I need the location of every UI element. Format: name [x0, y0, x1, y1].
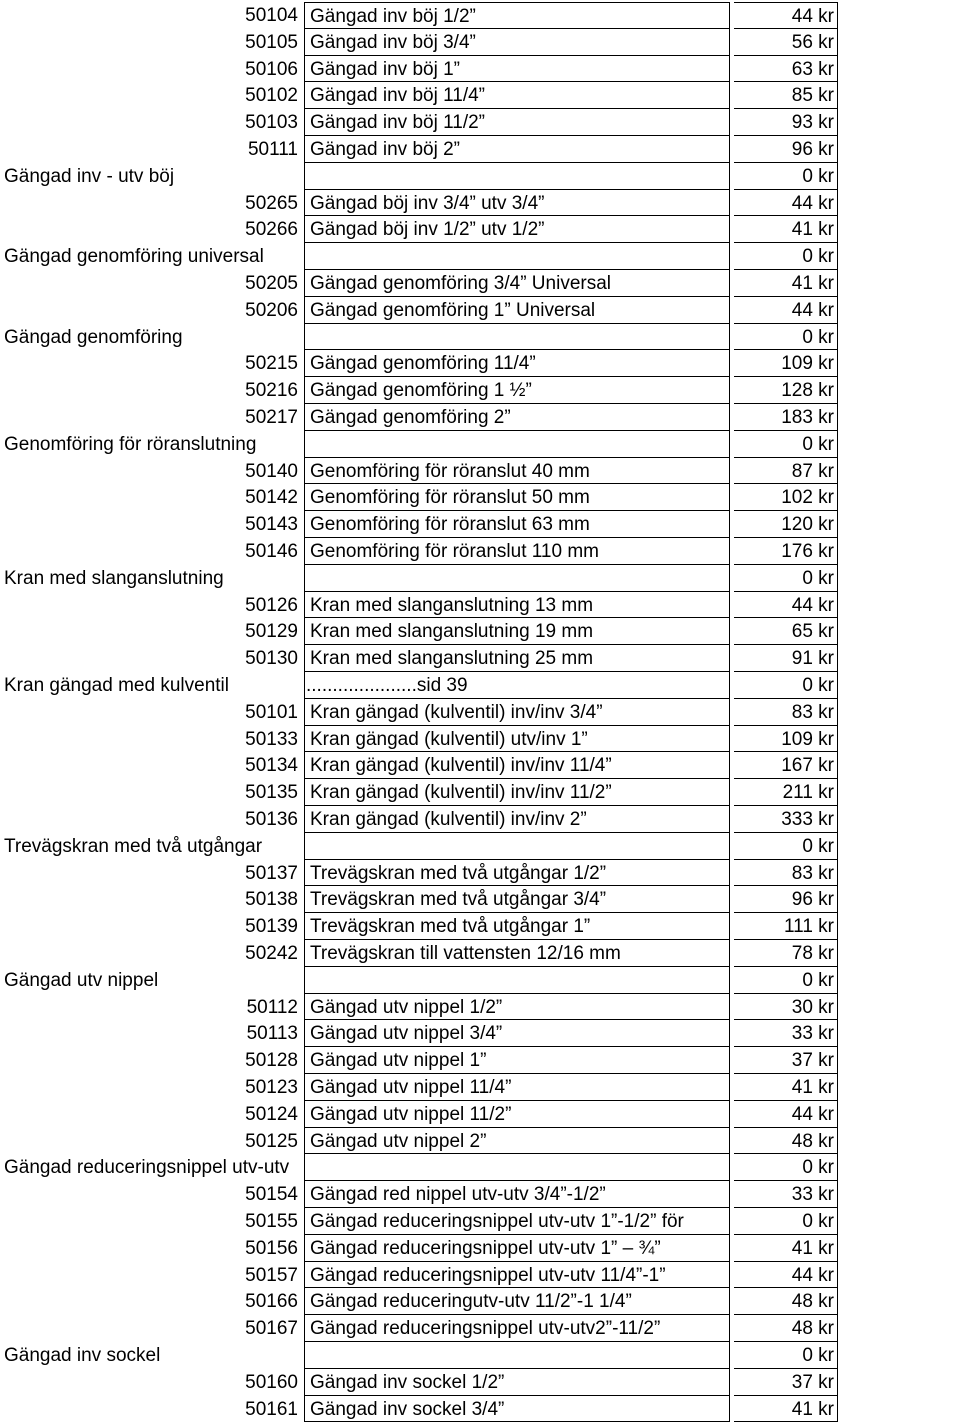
item-code: 50113 — [246, 1023, 298, 1045]
price-cell: 96 kr — [734, 136, 838, 163]
item-code: 50154 — [245, 1184, 298, 1206]
price-cell: 44 kr — [734, 1101, 838, 1128]
price-cell: 41 kr — [734, 1235, 838, 1262]
category-row — [0, 672, 960, 699]
item-description: Genomföring för röranslut 40 mm — [304, 458, 730, 485]
price-cell: 91 kr — [734, 645, 838, 672]
item-row — [0, 29, 960, 56]
item-description: Trevägskran med två utgångar 1” — [304, 913, 730, 940]
item-code: 50129 — [245, 621, 298, 643]
price-cell: 41 kr — [734, 1396, 838, 1422]
item-code: 50136 — [245, 809, 298, 830]
item-description: Gängad inv böj 11/2” — [304, 109, 730, 136]
category-label: Kran gängad med kulventil — [4, 675, 229, 696]
item-code: 50205 — [245, 273, 298, 294]
category-label: Trevägskran med två utgångar — [4, 835, 263, 857]
price-cell: 56 kr — [734, 29, 838, 56]
price-cell: 176 kr — [734, 538, 838, 565]
item-description: Kran med slanganslutning 19 mm — [304, 618, 730, 645]
item-code: 50138 — [245, 889, 298, 911]
item-row — [0, 82, 960, 109]
item-row — [0, 1315, 960, 1342]
price-cell: 109 kr — [734, 726, 838, 753]
item-code: 50134 — [245, 755, 298, 777]
item-code: 50101 — [245, 701, 298, 723]
item-description: Gängad genomföring 1 ½” — [304, 377, 730, 404]
item-row — [0, 270, 960, 297]
category-label: Genomföring för röranslutning — [4, 433, 257, 455]
item-description: Gängad inv böj 11/4” — [304, 82, 730, 109]
item-row — [0, 538, 960, 565]
price-cell: 48 kr — [734, 1128, 838, 1155]
item-code: 50160 — [245, 1371, 298, 1393]
item-row — [0, 1074, 960, 1101]
item-row — [0, 940, 960, 967]
price-cell: 41 kr — [734, 270, 838, 297]
price-cell: 120 kr — [734, 511, 838, 538]
item-code: 50135 — [245, 782, 298, 804]
item-description: Gängad reduceringsnippel utv-utv 11/4”-1” — [304, 1262, 730, 1289]
description-cell-empty — [304, 163, 730, 190]
price-cell: 33 kr — [734, 1020, 838, 1047]
category-label: Gängad inv - utv böj — [4, 165, 175, 187]
item-code: 50126 — [245, 594, 298, 616]
item-row — [0, 1369, 960, 1396]
item-row — [0, 886, 960, 913]
item-description: Gängad genomföring 3/4” Universal — [304, 270, 730, 297]
category-label: Gängad genomföring — [4, 326, 183, 348]
item-row — [0, 994, 960, 1021]
category-label: Gängad reduceringsnippel utv-utv — [4, 1157, 290, 1179]
item-row — [0, 1020, 960, 1047]
item-row — [0, 806, 960, 833]
item-description: Gängad reduceringsnippel utv-utv 1”-1/2” för — [304, 1208, 730, 1235]
price-cell: 44 kr — [734, 190, 838, 217]
item-description: Gängad genomföring 11/4” — [304, 350, 730, 377]
item-row — [0, 779, 960, 806]
price-cell: 48 kr — [734, 1315, 838, 1342]
item-description: Kran gängad (kulventil) utv/inv 1” — [304, 726, 730, 753]
page-reference-note: .....................sid 39 — [306, 675, 468, 696]
price-cell: 63 kr — [734, 56, 838, 83]
category-row — [0, 431, 960, 458]
item-description: Kran gängad (kulventil) inv/inv 11/2” — [304, 779, 730, 806]
item-description: Gängad utv nippel 1” — [304, 1047, 730, 1074]
price-cell: 102 kr — [734, 484, 838, 511]
item-code: 50143 — [245, 514, 298, 536]
category-row — [0, 1342, 960, 1369]
price-cell: 30 kr — [734, 994, 838, 1021]
item-code: 50266 — [245, 219, 298, 241]
category-row — [0, 1154, 960, 1181]
item-code: 50242 — [245, 943, 298, 964]
item-row — [0, 56, 960, 83]
price-cell: 44 kr — [734, 1262, 838, 1289]
price-cell: 48 kr — [734, 1288, 838, 1315]
item-description: Gängad reduceringutv-utv 11/2”-1 1/4” — [304, 1288, 730, 1315]
item-row — [0, 726, 960, 753]
category-row — [0, 324, 960, 351]
item-code: 50105 — [245, 31, 298, 53]
category-label: Gängad inv sockel — [4, 1345, 161, 1366]
item-description: Gängad böj inv 1/2” utv 1/2” — [304, 216, 730, 243]
item-description: Kran gängad (kulventil) inv/inv 2” — [304, 806, 730, 833]
price-cell: 0 kr — [734, 672, 838, 699]
item-row — [0, 860, 960, 887]
price-cell: 78 kr — [734, 940, 838, 967]
item-code: 50124 — [245, 1103, 298, 1125]
item-row — [0, 1047, 960, 1074]
item-code: 50140 — [245, 460, 298, 482]
item-description: Kran med slanganslutning 25 mm — [304, 645, 730, 672]
item-code: 50130 — [245, 648, 298, 670]
item-code: 50103 — [245, 112, 298, 134]
item-row — [0, 458, 960, 485]
description-cell-empty — [304, 1154, 730, 1181]
item-code: 50216 — [245, 380, 298, 402]
item-description: Gängad reduceringsnippel utv-utv2”-11/2” — [304, 1315, 730, 1342]
item-description: Trevägskran till vattensten 12/16 mm — [304, 940, 730, 967]
item-row — [0, 350, 960, 377]
item-description: Gängad reduceringsnippel utv-utv 1” – ¾” — [304, 1235, 730, 1262]
price-cell: 83 kr — [734, 699, 838, 726]
item-row — [0, 377, 960, 404]
price-cell: 41 kr — [734, 216, 838, 243]
category-row — [0, 163, 960, 190]
item-code: 50155 — [245, 1211, 298, 1232]
item-row — [0, 1208, 960, 1235]
price-cell: 93 kr — [734, 109, 838, 136]
item-code: 50139 — [245, 916, 298, 938]
category-row — [0, 833, 960, 860]
price-cell: 44 kr — [734, 592, 838, 619]
item-code: 50142 — [245, 487, 298, 509]
item-row — [0, 109, 960, 136]
item-code: 50166 — [245, 1291, 298, 1313]
price-cell: 33 kr — [734, 1181, 838, 1208]
item-row — [0, 404, 960, 431]
price-cell: 111 kr — [734, 913, 838, 940]
item-description: Gängad red nippel utv-utv 3/4”-1/2” — [304, 1181, 730, 1208]
item-description: Genomföring för röranslut 63 mm — [304, 511, 730, 538]
item-row — [0, 190, 960, 217]
item-description: Trevägskran med två utgångar 1/2” — [304, 860, 730, 887]
item-row — [0, 297, 960, 324]
item-description: Gängad inv böj 2” — [304, 136, 730, 163]
item-code: 50133 — [245, 728, 298, 750]
item-row — [0, 1235, 960, 1262]
item-code: 50215 — [245, 353, 298, 375]
category-row — [0, 967, 960, 994]
item-description: Trevägskran med två utgångar 3/4” — [304, 886, 730, 913]
item-description: Gängad inv sockel 1/2” — [304, 1369, 730, 1396]
item-description: Gängad inv sockel 3/4” — [304, 1396, 730, 1422]
category-row — [0, 243, 960, 270]
item-code: 50112 — [246, 996, 298, 1018]
item-description: Gängad inv böj 3/4” — [304, 29, 730, 56]
item-code: 50104 — [245, 5, 298, 26]
price-cell: 37 kr — [734, 1369, 838, 1396]
item-code: 50102 — [245, 85, 298, 107]
item-row — [0, 618, 960, 645]
description-cell-empty — [304, 431, 730, 458]
category-row — [0, 565, 960, 592]
item-row — [0, 913, 960, 940]
item-description: Kran gängad (kulventil) inv/inv 11/4” — [304, 752, 730, 779]
category-label: Gängad utv nippel — [4, 969, 159, 991]
item-row — [0, 699, 960, 726]
item-code: 50156 — [245, 1237, 298, 1259]
item-description: Genomföring för röranslut 110 mm — [304, 538, 730, 565]
price-cell: 0 kr — [734, 1154, 838, 1181]
price-cell: 183 kr — [734, 404, 838, 431]
item-code: 50206 — [245, 299, 298, 321]
price-cell: 0 kr — [734, 163, 838, 190]
category-label: Gängad genomföring universal — [4, 246, 264, 268]
item-code: 50217 — [245, 407, 298, 428]
item-code: 50106 — [245, 58, 298, 80]
item-row — [0, 1101, 960, 1128]
item-description: Genomföring för röranslut 50 mm — [304, 484, 730, 511]
item-row — [0, 136, 960, 163]
item-code: 50128 — [245, 1050, 298, 1072]
price-cell: 0 kr — [734, 967, 838, 994]
price-cell: 0 kr — [734, 243, 838, 270]
item-row — [0, 592, 960, 619]
price-cell: 87 kr — [734, 458, 838, 485]
item-description: Kran gängad (kulventil) inv/inv 3/4” — [304, 699, 730, 726]
item-code: 50167 — [245, 1318, 298, 1340]
item-description: Gängad utv nippel 1/2” — [304, 994, 730, 1021]
price-cell: 0 kr — [734, 565, 838, 592]
item-row — [0, 752, 960, 779]
price-cell: 128 kr — [734, 377, 838, 404]
item-row — [0, 1396, 960, 1422]
item-description: Gängad utv nippel 2” — [304, 1128, 730, 1155]
item-code: 50157 — [245, 1264, 298, 1286]
item-code: 50137 — [245, 862, 298, 884]
price-cell: 0 kr — [734, 833, 838, 860]
item-description: Kran med slanganslutning 13 mm — [304, 592, 730, 619]
price-cell: 0 kr — [734, 431, 838, 458]
price-cell: 41 kr — [734, 1074, 838, 1101]
item-description: Gängad böj inv 3/4” utv 3/4” — [304, 190, 730, 217]
category-label: Kran med slanganslutning — [4, 567, 224, 589]
item-description: Gängad utv nippel 11/4” — [304, 1074, 730, 1101]
item-code: 50146 — [245, 541, 298, 562]
item-description: Gängad genomföring 2” — [304, 404, 730, 431]
price-cell: 167 kr — [734, 752, 838, 779]
item-row — [0, 1128, 960, 1155]
price-cell: 37 kr — [734, 1047, 838, 1074]
price-cell: 65 kr — [734, 618, 838, 645]
price-cell: 333 kr — [734, 806, 838, 833]
price-cell: 0 kr — [734, 1342, 838, 1369]
description-cell-empty — [304, 243, 730, 270]
price-cell: 109 kr — [734, 350, 838, 377]
price-cell: 211 kr — [734, 779, 838, 806]
item-row — [0, 484, 960, 511]
item-code: 50111 — [247, 139, 298, 160]
item-description: Gängad utv nippel 3/4” — [304, 1020, 730, 1047]
item-description: Gängad utv nippel 11/2” — [304, 1101, 730, 1128]
item-row — [0, 216, 960, 243]
item-row — [0, 1181, 960, 1208]
price-cell: 0 kr — [734, 1208, 838, 1235]
description-cell-empty — [304, 324, 730, 351]
price-cell: 0 kr — [734, 324, 838, 351]
item-row — [0, 1288, 960, 1315]
item-code: 50161 — [245, 1398, 298, 1420]
item-row — [0, 1262, 960, 1289]
price-cell: 44 kr — [734, 2, 838, 29]
description-cell-empty — [304, 833, 730, 860]
item-description: Gängad inv böj 1” — [304, 56, 730, 83]
item-row — [0, 2, 960, 29]
item-description: Gängad inv böj 1/2” — [304, 2, 730, 29]
description-cell-empty — [304, 1342, 730, 1369]
price-cell: 44 kr — [734, 297, 838, 324]
item-code: 50125 — [245, 1130, 298, 1152]
price-cell: 83 kr — [734, 860, 838, 887]
description-cell-empty — [304, 565, 730, 592]
item-row — [0, 511, 960, 538]
item-row — [0, 645, 960, 672]
item-code: 50123 — [245, 1077, 298, 1098]
price-cell: 85 kr — [734, 82, 838, 109]
item-description: Gängad genomföring 1” Universal — [304, 297, 730, 324]
description-cell-empty — [304, 967, 730, 994]
price-cell: 96 kr — [734, 886, 838, 913]
item-code: 50265 — [245, 192, 298, 214]
